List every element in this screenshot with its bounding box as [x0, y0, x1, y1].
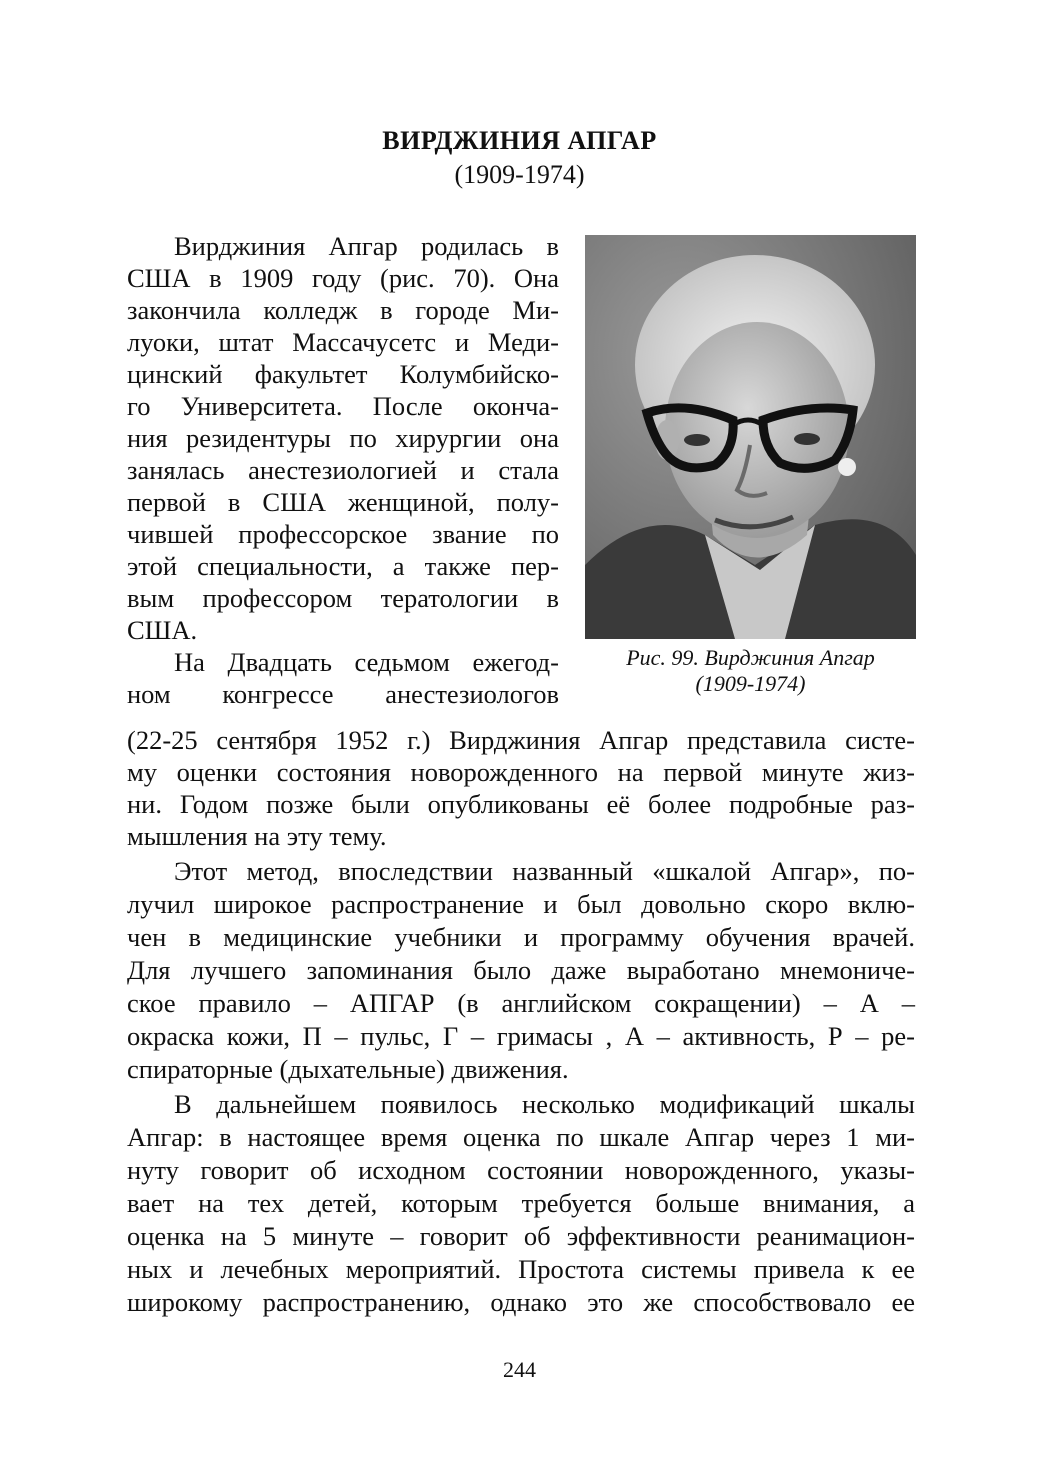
body-line: му оценки состояния новорожденного на первой минуте жиз- [127, 757, 915, 787]
body-line: В дальнейшем появилось несколько модификаций шкалы [174, 1089, 915, 1119]
body-line: го Университета. После оконча- [127, 391, 559, 421]
body-line: спираторные (дыхательные) движения. [127, 1054, 569, 1084]
body-line: первой в США женщиной, полу- [127, 487, 559, 517]
chapter-title: ВИРДЖИНИЯ АПГАР [382, 126, 657, 155]
body-line: Апгар: в настоящее время оценка по шкале Апгар через 1 ми- [127, 1122, 915, 1152]
body-line: нуту говорит об исходном состоянии новорожденного, указы- [127, 1155, 915, 1185]
body-line: Вирджиния Апгар родилась в [174, 231, 559, 261]
body-line: ское правило – АПГАР (в английском сокращении) – А – [127, 988, 915, 1018]
body-line: ном конгрессе анестезиологов [127, 679, 559, 709]
page-number: 244 [503, 1357, 536, 1382]
body-line: Этот метод, впоследствии названный «шкалой Апгар», по- [174, 856, 915, 886]
body-line: США. [127, 615, 198, 645]
body-line: чен в медицинские учебники и программу обучения врачей. [127, 922, 915, 952]
body-line: закончила колледж в городе Ми- [127, 295, 559, 325]
body-line: цинский факультет Колумбийско- [127, 359, 559, 389]
body-line: луоки, штат Массачусетс и Меди- [127, 327, 559, 357]
body-line: ния резидентуры по хирургии она [127, 423, 559, 453]
body-line: окраска кожи, П – пульс, Г – гримасы , А – активность, Р – ре- [127, 1021, 915, 1051]
body-line: США в 1909 году (рис. 70). Она [127, 263, 559, 293]
body-line: занялась анестезиологией и стала [127, 455, 559, 485]
chapter-years: (1909-1974) [454, 160, 585, 189]
body-line: (22-25 сентября 1952 г.) Вирджиния Апгар представила систе- [127, 725, 915, 755]
figure-caption-line2: (1909-1974) [695, 671, 806, 696]
portrait-illustration [585, 235, 916, 639]
body-line: мышления на эту тему. [127, 821, 387, 851]
portrait-photo [585, 235, 916, 639]
body-line: ни. Годом позже были опубликованы её более подробные раз- [127, 789, 915, 819]
body-line: этой специальности, а также пер- [127, 551, 559, 581]
body-line: ных и лечебных мероприятий. Простота системы привела к ее [127, 1254, 915, 1284]
body-line: оценка на 5 минуте – говорит об эффективности реанимацион- [127, 1221, 915, 1251]
body-line: На Двадцать седьмом ежегод- [174, 647, 559, 677]
body-line: Для лучшего запоминания было даже выработано мнемониче- [127, 955, 915, 985]
body-line: чившей профессорское звание по [127, 519, 559, 549]
figure-caption-line1: Рис. 99. Вирджиния Апгар [626, 645, 875, 670]
body-line: широкому распространению, однако это же способствовало ее [127, 1287, 915, 1317]
body-line: лучил широкое распространение и был довольно скоро вклю- [127, 889, 915, 919]
body-line: вает на тех детей, которым требуется больше внимания, а [127, 1188, 915, 1218]
body-line: вым профессором тератологии в [127, 583, 559, 613]
